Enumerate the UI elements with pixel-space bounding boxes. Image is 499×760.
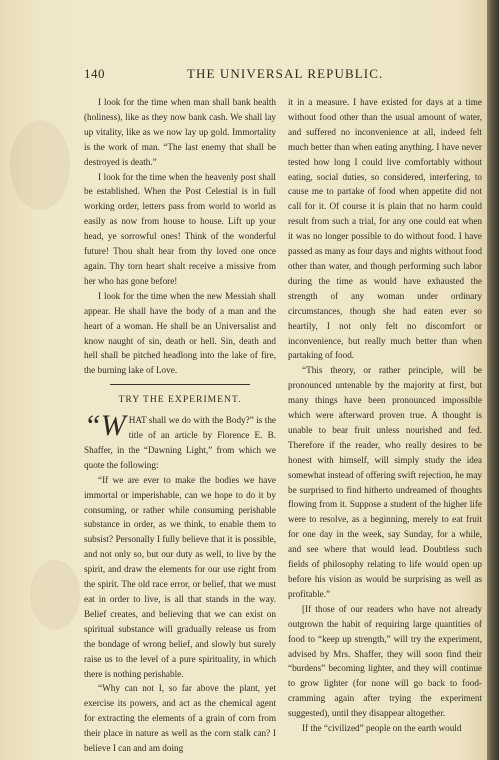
paragraph: it in a measure. I have existed for days at a time without food other than the usual amount of water, and suffered no inconvenience at all, indeed felt much better than when eating anything. I have never tested how long I could live comfortably without eating, social duties, so considered, interfering, to cause me to partake of food when appetite did not call for it. Of course it is plain that no harm could result from such a trial, for any one could eat when it was no longer possible to do without food. I have passed as many as four days and nights without food other than water, and though performing such labor during the time as would have exhausted the strength of any woman under ordinary circumstances, though she had eaten ever so heartily, I not only felt no discomfort or inconvenience, but really much better than when partaking of food. xyxy=(288,97,482,361)
paragraph: “This theory, or rather principle, will be pronounced untenable by the majority at first, but many things have been pronounced impossible which were afterward proven true. A thought is unable to bear fruit unless nourished and fed. Therefore if the reader, who really desires to be honest with himself, will simply study the idea somewhat instead of offering swift rejection, he may be surprised to find hitherto undreamed of thoughts flowing from it. Suppose a student of the higher life were to resolve, as a beginning, merely to eat fruit for one day in the week, say Sunday, for a while, and see where that would lead. Doubtless such fields of philosophy relating to life would open up before his vision as would be surprising as well as profitable.” xyxy=(288,365,482,599)
paragraph xyxy=(84,409,276,473)
drop-cap-letter: W xyxy=(100,409,126,443)
paragraph: I look for the time when the new Messiah shall appear. He shall have the body of a man and the heart of a woman. He shall be an Universalist and know naught of sin, death or hell. Sin, death and hell shall be pitched headlong into the lake of fire, the burning lake of Love. xyxy=(84,290,276,376)
paragraph: [If those of our readers who have not already outgrown the habit of requiring large quantities of food to “keep up strength,” will try the experiment, advised by Mrs. Shaffer, they will soon find their “burdens” becoming lighter, and they will continue to grow lighter (for none will go back to food-cramming again after trying the experiment suggested), until they disappear altogether. xyxy=(288,603,482,719)
paragraph: “Why can not I, so far above the plant, yet exercise its powers, and act as the chemical agent for extracting the elements of a grain of corn from their place in nature as well as the corn stalk can? I believe I can and am doing xyxy=(84,683,276,754)
right-column xyxy=(288,95,482,736)
paragraph: “If we are ever to make the bodies we have immortal or imperishable, can we hope to do it by consuming, or rather while consuming perishable substance in order, as we think, to enable them to subsist? Personally I fully believe that it is possible, and not only so, but our duty as well, to live by the spirit, and draw the elements for our use right from the spirit. The old race error, or belief, that we must eat in order to live, is all that stands in the way. Belief creates, and believing that we can exist on spiritual substance will gradually release us from the bondage of wrong belief, and slowly but surely raise us to the level of a pure spirituality, in which there is nothing perishable. xyxy=(84,474,276,679)
drop-cap-quote: “ xyxy=(84,409,101,443)
paragraph: I look for the time when man shall bank health (holiness), like as they now bank cash. We shall lay up vitality, like as we now lay up gold. Immortality is the work of man. “The last enemy that shall be destroyed is death.” xyxy=(84,97,276,167)
paper-stain xyxy=(30,560,80,630)
section-title: TRY THE EXPERIMENT. xyxy=(118,394,242,406)
page-number: 140 xyxy=(84,66,105,81)
left-column xyxy=(84,95,276,756)
section-divider xyxy=(110,384,250,385)
paragraph: If the “civilized” people on the earth would xyxy=(302,723,462,734)
page-header xyxy=(84,66,464,82)
running-title: THE UNIVERSAL REPUBLIC. xyxy=(187,66,384,81)
drop-cap xyxy=(84,409,126,443)
dropcap-paragraph-text: HAT shall we do with the Body?” is the title of an article by Florence E. B. Shaffer, in the “Dawning Light,” from which we quote the following: xyxy=(84,415,276,470)
book-spine-edge xyxy=(487,0,499,760)
paragraph: I look for the time when the heavenly post shall be established. When the Post Celestial is in full working order, letters pass from world to world as easily as now from house to house. Lift up your head, ye sorrowful ones! Think of the wonderful future! Thou shalt hear from thy loved one once again. Thy torn heart shalt receive a missive from her who has gone before! xyxy=(84,171,276,286)
paper-stain xyxy=(10,120,70,210)
